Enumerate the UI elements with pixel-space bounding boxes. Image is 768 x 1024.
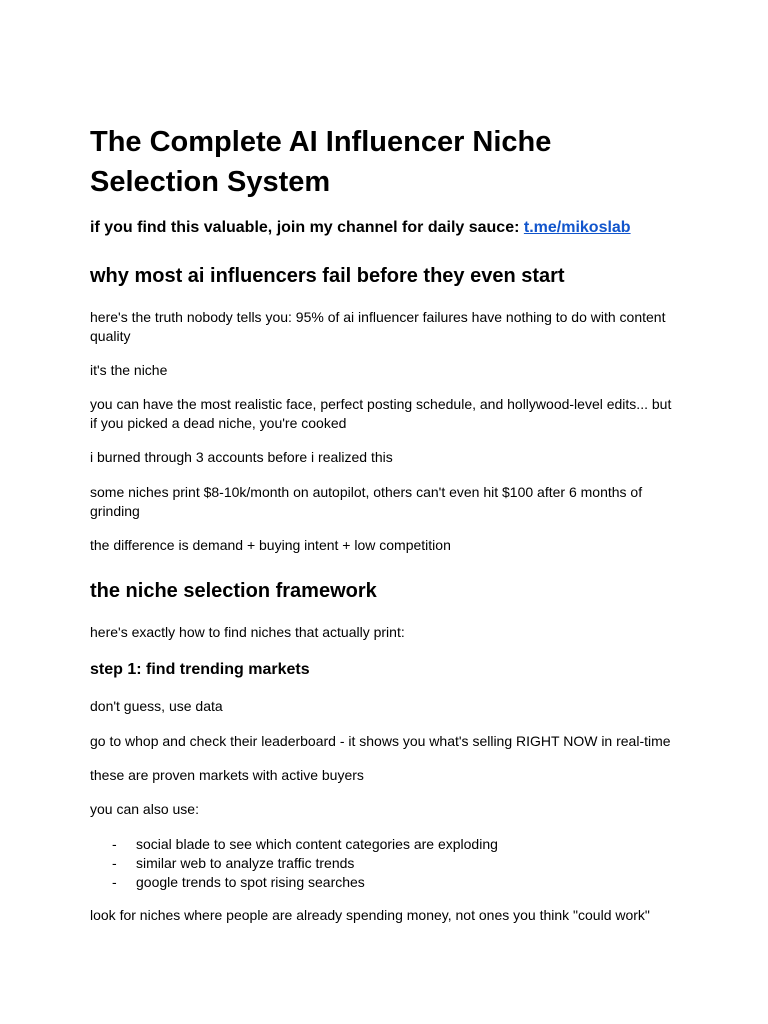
list-item [90,873,498,892]
list-item [90,835,498,854]
paragraph-how-to-find: here's exactly how to find niches that actually print: [90,624,405,640]
paragraph-also-use: you can also use: [90,801,199,817]
paragraph-difference: the difference is demand + buying intent + low competition [90,537,451,553]
paragraph-use-data: don't guess, use data [90,698,223,714]
paragraph-whop-leaderboard: go to whop and check their leaderboard - it shows you what's selling RIGHT NOW in real-time [90,733,671,749]
paragraph-truth: here's the truth nobody tells you: 95% of ai influencer failures have nothing to do with content quality [90,309,666,344]
channel-promo-text: if you find this valuable, join my channel for daily sauce: [90,219,524,236]
list-dash: - [112,855,117,871]
section-heading-why-fail: why most ai influencers fail before they even start [90,265,565,287]
list-item-text: similar web to analyze traffic trends [136,855,355,871]
tools-list [90,835,498,892]
list-item [90,854,498,873]
list-dash: - [112,874,117,890]
paragraph-realistic-face: you can have the most realistic face, perfect posting schedule, and hollywood-level edits... but if you picked a dead niche, you're cooked [90,396,672,431]
paragraph-niche: it's the niche [90,362,168,378]
paragraph-look-for-niches: look for niches where people are already spending money, not ones you think "could work" [90,907,650,923]
list-item-text: social blade to see which content categories are exploding [136,836,498,852]
channel-promo [90,218,631,238]
list-item-text: google trends to spot rising searches [136,874,365,890]
list-dash: - [112,836,117,852]
paragraph-niches-print: some niches print $8-10k/month on autopilot, others can't even hit $100 after 6 months of grinding [90,484,643,519]
document-title: The Complete AI Influencer Niche Selection System [90,126,552,198]
paragraph-burned-accounts: i burned through 3 accounts before i realized this [90,449,393,465]
step-1-heading: step 1: find trending markets [90,661,310,678]
paragraph-proven-markets: these are proven markets with active buyers [90,767,364,783]
channel-link[interactable]: t.me/mikoslab [523,219,631,236]
section-heading-framework: the niche selection framework [90,580,377,602]
